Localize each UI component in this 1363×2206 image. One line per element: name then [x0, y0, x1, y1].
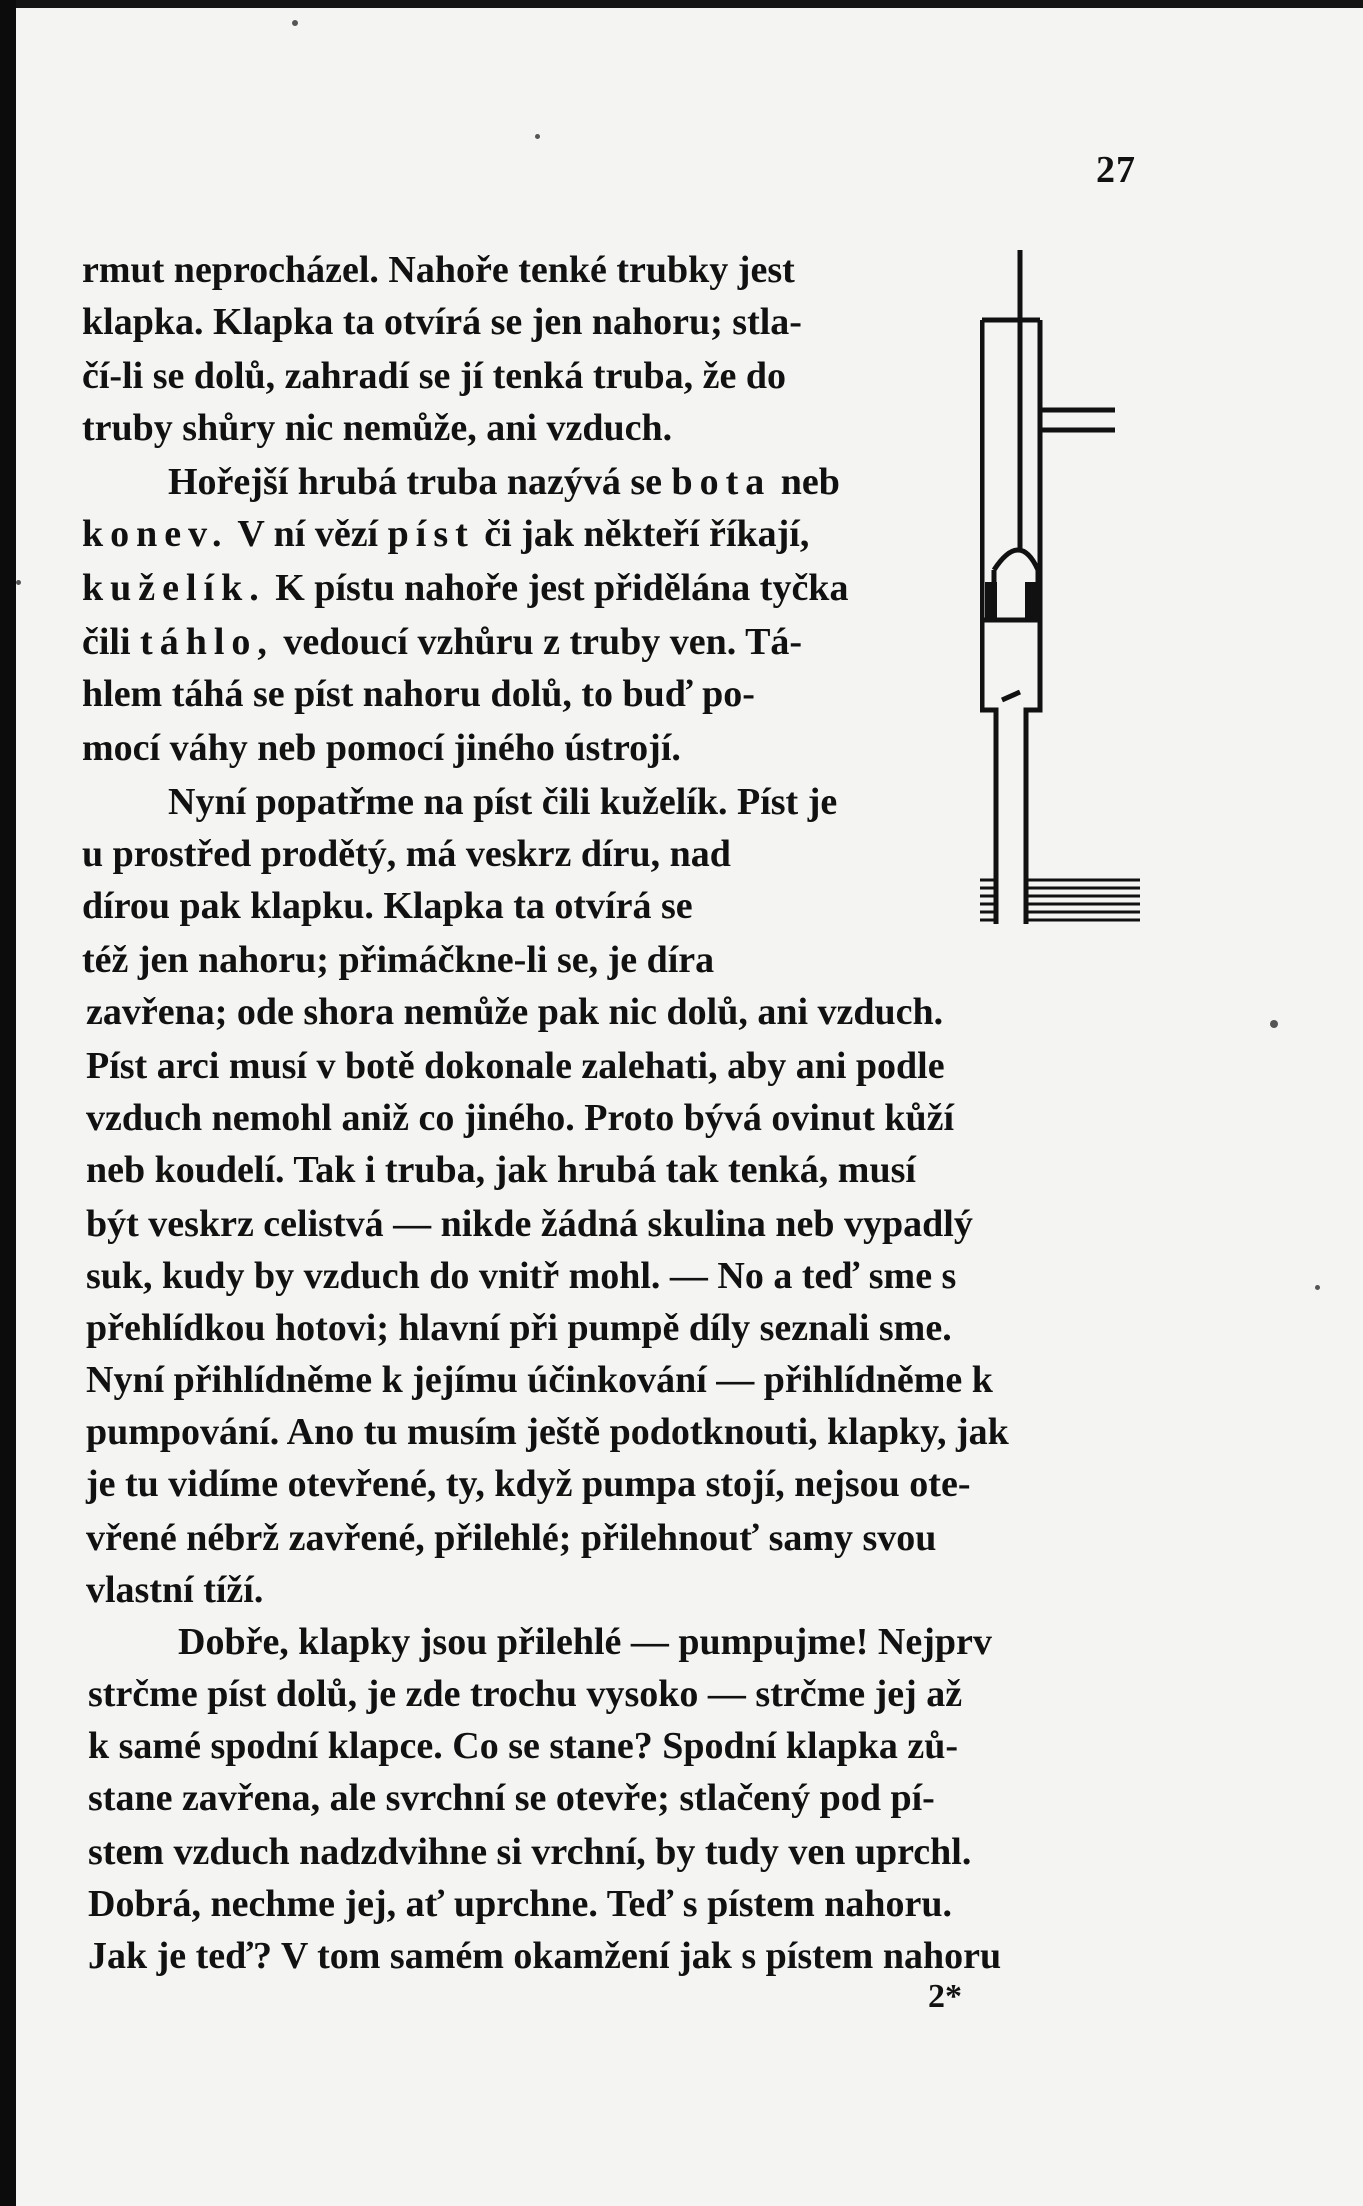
text-line: u prostřed prodětý, má veskrz díru, nad [82, 833, 731, 875]
term-spaced: konev. [82, 513, 229, 555]
text-line: Jak je teď? V tom samém okamžení jak s pístem nahoru [88, 1935, 1002, 1977]
text-fragment: V ní vězí [237, 513, 379, 555]
scan-border-left [0, 0, 16, 2206]
text-line: truby shůry nic nemůže, ani vzduch. [82, 407, 673, 449]
text-line: vzduch nemohl aniž co jiného. Proto bývá ovinut kůží [86, 1097, 955, 1139]
pump-illustration [980, 240, 1160, 960]
text-line [168, 460, 840, 504]
text-fragment: čili [82, 621, 131, 663]
lower-valve-icon [1002, 692, 1020, 700]
text-line: k samé spodní klapce. Co se stane? Spodní klapka zů- [88, 1725, 958, 1767]
term-spaced: kuželík. [82, 567, 266, 609]
text-line: Nyní popatřme na píst čili kuželík. Píst je [168, 781, 838, 823]
text-line: Nyní přihlídněme k jejímu účinkování — přihlídněme k [86, 1359, 993, 1401]
text-line: být veskrz celistvá — nikde žádná skulina neb vypadlý [86, 1203, 973, 1245]
term-spaced: píst [387, 513, 475, 555]
text-line: strčme píst dolů, je zde trochu vysoko — strčme jej až [88, 1673, 963, 1715]
text-line [82, 512, 809, 556]
text-line: přehlídkou hotovi; hlavní při pumpě díly seznali sme. [86, 1307, 952, 1349]
scan-border-top [0, 0, 1363, 8]
text-line: hlem táhá se píst nahoru dolů, to buď po- [82, 673, 755, 715]
text-line: klapka. Klapka ta otvírá se jen nahoru; stla- [82, 301, 802, 343]
text-line: též jen nahoru; přimáčkne-li se, je díra [82, 939, 715, 981]
text-line: stane zavřena, ale svrchní se otevře; stlačený pod pí- [88, 1777, 935, 1819]
text-line: vřené nébrž zavřené, přilehlé; přilehnouť samy svou [86, 1517, 937, 1559]
scan-speck [1270, 1020, 1278, 1028]
text-fragment: K pístu nahoře jest přidělána tyčka [275, 567, 849, 609]
page-number: 27 [1096, 149, 1136, 191]
text-line: suk, kudy by vzduch do vnitř mohl. — No a teď sme s [86, 1255, 957, 1297]
text-line [82, 620, 802, 664]
text-line: stem vzduch nadzdvihne si vrchní, by tudy ven uprchl. [88, 1831, 972, 1873]
scan-speck [16, 580, 21, 585]
scan-speck [292, 20, 298, 26]
text-line: Dobrá, nechme jej, ať uprchne. Teď s pístem nahoru. [88, 1883, 952, 1925]
scan-speck [1315, 1285, 1320, 1290]
text-line: pumpování. Ano tu musím ještě podotknouti, klapky, jak [86, 1411, 1009, 1453]
text-line: zavřena; ode shora nemůže pak nic dolů, ani vzduch. [86, 991, 944, 1033]
text-line: Dobře, klapky jsou přilehlé — pumpujme! Nejprv [178, 1621, 992, 1663]
text-line: dírou pak klapku. Klapka ta otvírá se [82, 885, 693, 927]
text-line: čí-li se dolů, zahradí se jí tenká truba, že do [82, 355, 787, 397]
text-fragment: Hořejší hrubá truba nazývá se [168, 461, 662, 503]
piston-valve-icon [994, 550, 1038, 570]
text-line: Píst arci musí v botě dokonale zalehati, aby ani podle [86, 1045, 945, 1087]
piston-packing-right [1025, 582, 1037, 618]
text-line: rmut neprocházel. Nahoře tenké trubky jest [82, 249, 795, 291]
term-spaced: bota [671, 461, 772, 503]
text-line: neb koudelí. Tak i truba, jak hrubá tak tenká, musí [86, 1149, 916, 1191]
text-fragment: neb [780, 461, 840, 503]
term-spaced: táhlo, [140, 621, 274, 663]
piston-packing-left [985, 582, 997, 618]
text-line: vlastní tíží. [86, 1569, 264, 1611]
scan-speck [535, 134, 540, 139]
signature-mark: 2* [928, 1978, 962, 2015]
intake-pipe-gap [996, 876, 1026, 924]
text-fragment: vedoucí vzhůru z truby ven. Tá- [283, 621, 803, 663]
text-line: je tu vidíme otevřené, ty, když pumpa stojí, nejsou ote- [86, 1463, 971, 1505]
text-fragment: či jak někteří říkají, [484, 513, 810, 555]
text-line: mocí váhy neb pomocí jiného ústrojí. [82, 727, 681, 769]
text-line [82, 566, 848, 610]
